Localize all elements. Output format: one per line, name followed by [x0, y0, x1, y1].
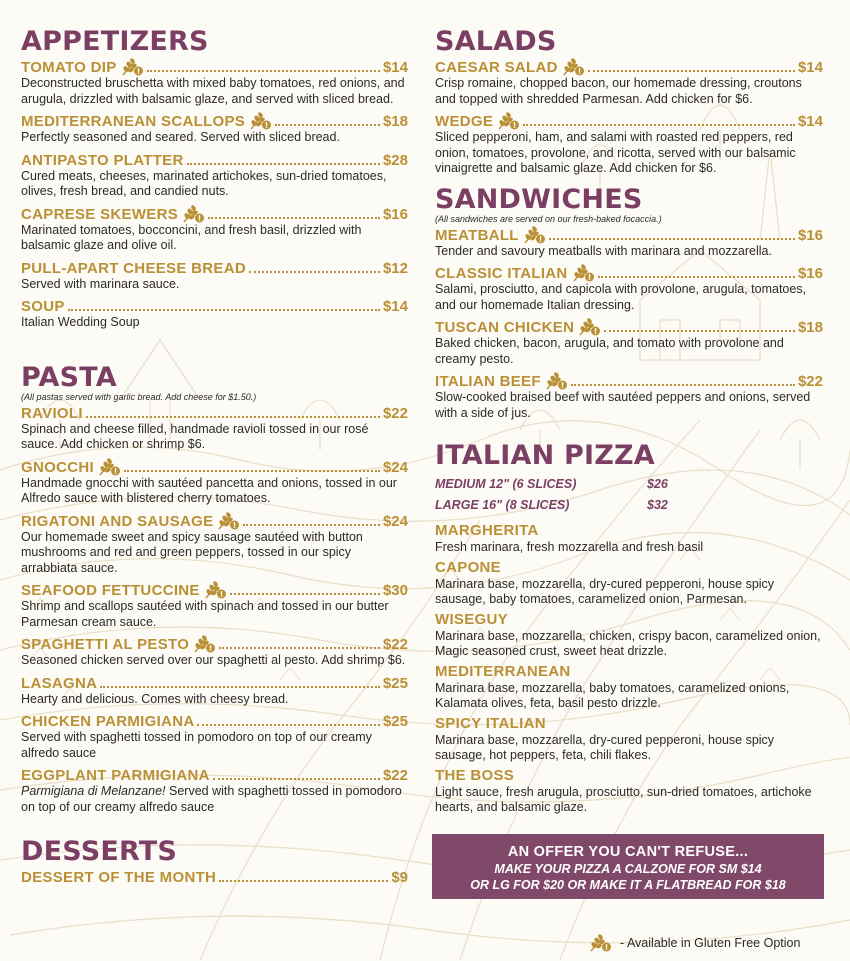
gluten-free-icon — [183, 207, 205, 223]
pizza-sizes — [435, 474, 823, 516]
menu-item-rigatoni-and-sausage — [21, 512, 408, 577]
pizza-size-label: MEDIUM 12" (6 SLICES) — [435, 477, 577, 491]
menu-item-price: $14 — [382, 298, 408, 315]
menu-item-description — [21, 130, 408, 146]
menu-item-price: $22 — [797, 373, 823, 390]
menu-item-description — [21, 169, 408, 200]
dot-leader — [588, 70, 795, 72]
menu-item-header — [21, 674, 408, 692]
gluten-free-icon — [194, 637, 216, 653]
gluten-free-icon — [524, 228, 546, 244]
sandwiches-note: (All sandwiches are served on our fresh-baked focaccia.) — [435, 213, 662, 224]
menu-item-price: $25 — [382, 713, 408, 730]
menu-item-eggplant-parmigiana — [21, 766, 408, 815]
menu-item-gnocchi — [21, 458, 408, 507]
menu-item-header — [435, 226, 823, 244]
pizza-description: Marinara base, mozzarella, chicken, crispy bacon, caramelized onion, Magic seasoned crust, sweet heat drizzle. — [435, 628, 821, 658]
menu-item-name: RIGATONI AND SAUSAGE — [21, 512, 214, 530]
menu-item-price: $14 — [382, 59, 408, 76]
menu-item-description — [435, 282, 823, 313]
pizza-item-margherita — [435, 522, 823, 556]
menu-item-header — [21, 635, 408, 653]
menu-item-price: $22 — [382, 767, 408, 784]
menu-item-mediterranean-scallops — [21, 112, 408, 146]
menu-item-description-text: Italian Wedding Soup — [21, 315, 140, 329]
menu-item-name: DESSERT OF THE MONTH — [21, 869, 217, 886]
dot-leader — [219, 647, 380, 649]
menu-item-header — [21, 151, 408, 169]
menu-item-lasagna — [21, 674, 408, 708]
dot-leader — [100, 686, 380, 688]
pizza-item-the-boss — [435, 767, 823, 816]
menu-item-header — [21, 581, 408, 599]
menu-item-description-text: Served with marinara sauce. — [21, 276, 180, 291]
menu-item-header — [21, 112, 408, 130]
dot-leader — [124, 470, 380, 472]
menu-item-classic-italian — [435, 264, 823, 313]
menu-item-italian-beef — [435, 372, 823, 421]
offer-line: MAKE YOUR PIZZA A CALZONE FOR SM $14 — [494, 862, 762, 876]
pizza-name: MARGHERITA — [435, 522, 539, 539]
dot-leader — [243, 524, 380, 526]
menu-item-description-text: Handmade gnocchi with sautéed pancetta and onions, tossed in our Alfredo sauce with blistered cherry tomatoes. — [21, 475, 397, 505]
pizza-name: SPICY ITALIAN — [435, 714, 546, 732]
pizza-size-large — [435, 495, 823, 516]
menu-item-description-text: Salami, prosciutto, and capicola with provolone, arugula, tomatoes, and our homemade Italian dressing. — [435, 282, 807, 312]
menu-item-description-text: Spinach and cheese filled, handmade ravioli tossed in our rosé sauce. Add chicken or shrimp $6. — [21, 421, 369, 451]
offer-headline: AN OFFER YOU CAN'T REFUSE... — [507, 844, 749, 860]
menu-item-dessert-of-the-month — [21, 868, 408, 886]
dot-leader — [68, 309, 380, 311]
menu-item-description — [435, 390, 823, 421]
pizza-description: Light sauce, fresh arugula, prosciutto, sun-dried tomatoes, artichoke hearts, and balsamic glaze. — [435, 784, 812, 814]
menu-item-description — [21, 784, 408, 815]
menu-item-price: $16 — [797, 226, 823, 244]
menu-item-name: CHICKEN PARMIGIANA — [21, 713, 195, 730]
menu-item-description-text: Hearty and delicious. Comes with cheesy bread. — [21, 691, 289, 706]
desserts-title: DESSERTS — [21, 836, 178, 867]
pizza-item-wiseguy — [435, 611, 823, 660]
offer-line: OR LG FOR $20 OR MAKE IT A FLATBREAD FOR $18 — [470, 878, 786, 892]
menu-item-description-text: Marinated tomatoes, bocconcini, and fresh basil, drizzled with balsamic glaze and olive oil. — [21, 222, 362, 252]
pizza-item-capone — [435, 559, 823, 608]
dot-leader — [571, 384, 795, 386]
menu-item-header — [21, 868, 408, 886]
pizza-description: Marinara base, mozzarella, dry-cured pepperoni, house spicy sausage, baby tomatoes, caramelized onion, Parmesan. — [435, 576, 775, 606]
pizza-name: CAPONE — [435, 558, 501, 576]
dot-leader — [219, 880, 388, 882]
pizza-description: Fresh marinara, fresh mozzarella and fresh basil — [435, 540, 704, 554]
menu-item-description-text: Deconstructed bruschetta with mixed baby tomatoes, red onions, and arugula, drizzled with balsamic glaze, and served with sliced bread. — [21, 76, 405, 106]
dot-leader — [208, 217, 380, 219]
gluten-free-icon — [205, 583, 227, 599]
desserts-list — [21, 868, 408, 886]
menu-item-price: $22 — [382, 636, 408, 653]
menu-item-spaghetti-al-pesto — [21, 635, 408, 669]
menu-item-price: $30 — [382, 582, 408, 599]
dot-leader — [249, 271, 380, 273]
dot-leader — [598, 276, 795, 278]
gluten-free-icon — [579, 320, 601, 336]
menu-item-description-text: Tender and savoury meatballs with marinara and mozzarella. — [435, 243, 772, 258]
menu-item-description — [435, 130, 823, 177]
menu-item-description — [21, 692, 408, 708]
sandwiches-title: SANDWICHES — [435, 183, 643, 215]
menu-item-description-text: Perfectly seasoned and seared. Served with sliced bread. — [21, 130, 340, 144]
pizza-description: Marinara base, mozzarella, baby tomatoes, caramelized onions, Kalamata olives, feta, basil pesto drizzle. — [435, 680, 790, 710]
appetizers-list — [21, 58, 408, 331]
menu-item-description — [21, 730, 408, 761]
dot-leader — [86, 416, 380, 418]
menu-item-description-text: Shrimp and scallops sautéed with spinach and tossed in our butter Parmesan cream sauce. — [21, 599, 389, 629]
menu-item-description-text: Served with spaghetti tossed in pomodoro on top of our creamy alfredo sauce — [21, 730, 372, 760]
menu-item-name: CAESAR SALAD — [435, 59, 558, 76]
menu-item-description — [21, 277, 408, 293]
menu-item-description — [21, 476, 408, 507]
gluten-free-icon — [218, 514, 240, 530]
menu-item-description-emphasis: Parmigiana di Melanzane! — [21, 784, 166, 798]
gluten-free-icon — [590, 934, 612, 952]
pizza-title: ITALIAN PIZZA — [435, 440, 655, 471]
dot-leader — [197, 724, 380, 726]
gluten-free-icon — [250, 114, 272, 130]
menu-item-description-text: Sliced pepperoni, ham, and salami with roasted red peppers, red onion, tomatoes, provolone, and ricotta, served with our balsamic vinaigrette and balsamic glaze. Add chicken for $6. — [435, 130, 796, 175]
salads-list — [435, 58, 823, 177]
dot-leader — [549, 238, 795, 240]
dot-leader — [604, 330, 795, 332]
menu-item-header — [21, 512, 408, 530]
menu-item-description — [21, 422, 408, 453]
menu-item-name: SOUP — [21, 298, 65, 315]
menu-item-name: CLASSIC ITALIAN — [435, 265, 568, 282]
menu-item-antipasto-platter — [21, 151, 408, 200]
dot-leader — [147, 70, 380, 72]
menu-item-header — [435, 58, 823, 76]
menu-item-name: TOMATO DIP — [21, 59, 117, 76]
pizza-size-price: $32 — [647, 498, 668, 512]
menu-item-price: $9 — [391, 869, 408, 886]
salads-title: SALADS — [435, 26, 557, 57]
pizza-size-label: LARGE 16" (8 SLICES) — [435, 498, 570, 512]
menu-item-description — [21, 315, 408, 331]
menu-item-description — [21, 223, 408, 254]
appetizers-title: APPETIZERS — [21, 26, 209, 57]
menu-item-seafood-fettuccine — [21, 581, 408, 630]
menu-item-header — [21, 58, 408, 76]
gluten-free-icon — [546, 374, 568, 390]
menu-item-name: EGGPLANT PARMIGIANA — [21, 767, 210, 784]
gluten-free-icon — [498, 114, 520, 130]
menu-item-header — [21, 766, 408, 784]
menu-item-description — [21, 76, 408, 107]
menu-item-description-text: Our homemade sweet and spicy sausage sautéed with button mushrooms and red and green peppers, tossed in our spicy arrabbiata sauce. — [21, 529, 363, 575]
menu-item-price: $16 — [382, 205, 408, 223]
menu-item-header — [435, 264, 823, 282]
menu-item-caprese-skewers — [21, 205, 408, 254]
menu-item-tuscan-chicken — [435, 318, 823, 367]
menu-item-name: GNOCCHI — [21, 458, 94, 476]
menu-item-price: $22 — [382, 404, 408, 422]
menu-item-name: LASAGNA — [21, 674, 98, 692]
menu-item-name: PULL-APART CHEESE BREAD — [21, 259, 246, 277]
gluten-free-icon — [122, 60, 144, 76]
menu-item-price: $12 — [382, 259, 408, 277]
menu-item-description — [435, 336, 823, 367]
pizza-name: MEDITERRANEAN — [435, 662, 571, 680]
dot-leader — [187, 163, 380, 165]
pizza-name: WISEGUY — [435, 610, 508, 628]
menu-item-description — [435, 76, 823, 107]
left-column — [21, 26, 408, 891]
menu-item-soup — [21, 297, 408, 331]
menu-item-description-text: Baked chicken, bacon, arugula, and tomato with provolone and creamy pesto. — [435, 336, 784, 366]
pizza-description: Marinara base, mozzarella, dry-cured pepperoni, house spicy sausage, hot peppers, feta, chili flakes. — [435, 732, 775, 762]
calzone-offer-banner — [432, 834, 824, 899]
pizza-item-mediterranean — [435, 663, 823, 712]
dot-leader — [523, 124, 795, 126]
menu-item-meatball — [435, 226, 823, 260]
menu-item-name: SEAFOOD FETTUCCINE — [21, 582, 200, 599]
menu-item-price: $18 — [382, 113, 408, 130]
menu-item-price: $25 — [382, 674, 408, 692]
pizza-item-spicy-italian — [435, 715, 823, 764]
menu-item-ravioli — [21, 404, 408, 453]
pizza-size-medium — [435, 474, 823, 495]
dot-leader — [230, 593, 380, 595]
menu-item-price: $14 — [797, 59, 823, 76]
pizza-name: THE BOSS — [435, 766, 515, 784]
menu-item-price: $16 — [797, 265, 823, 282]
menu-item-header — [435, 372, 823, 390]
menu-item-name: MEDITERRANEAN SCALLOPS — [21, 113, 246, 130]
menu-item-price: $18 — [797, 319, 823, 336]
menu-item-name: SPAGHETTI AL PESTO — [21, 636, 190, 653]
menu-item-description-text: Served with spaghetti tossed in pomodoro on top of our creamy alfredo sauce — [21, 784, 402, 814]
menu-item-tomato-dip — [21, 58, 408, 107]
gluten-free-icon — [563, 60, 585, 76]
gluten-free-icon — [99, 460, 121, 476]
sandwiches-list — [435, 226, 823, 422]
menu-item-chicken-parmigiana — [21, 712, 408, 761]
menu-item-header — [21, 297, 408, 315]
pasta-note: (All pastas served with garlic bread. Add cheese for $1.50.) — [21, 391, 257, 402]
menu-item-price: $28 — [382, 151, 408, 169]
menu-item-description-text: Seasoned chicken served over our spaghetti al pesto. Add shrimp $6. — [21, 653, 406, 667]
right-column — [435, 26, 823, 819]
menu-item-header — [435, 112, 823, 130]
menu-item-name: ANTIPASTO PLATTER — [21, 151, 184, 169]
menu-item-header — [21, 458, 408, 476]
menu-item-name: CAPRESE SKEWERS — [21, 205, 179, 223]
dot-leader — [275, 124, 380, 126]
menu-item-caesar-salad — [435, 58, 823, 107]
menu-item-name: RAVIOLI — [21, 404, 83, 422]
menu-item-header — [21, 259, 408, 277]
menu-item-price: $24 — [382, 512, 408, 530]
menu-item-price: $14 — [797, 113, 823, 130]
menu-item-name: TUSCAN CHICKEN — [435, 319, 575, 336]
menu-item-description — [21, 599, 408, 630]
gluten-free-icon — [573, 266, 595, 282]
menu-item-price: $24 — [382, 458, 408, 476]
menu-item-description — [435, 244, 823, 260]
menu-item-name: WEDGE — [435, 113, 494, 130]
menu-item-header — [21, 205, 408, 223]
menu-item-description-text: Crisp romaine, chopped bacon, our homemade dressing, croutons and topped with shredded Parmesan. Add chicken for $6. — [435, 76, 802, 106]
menu-item-header — [435, 318, 823, 336]
menu-item-name: MEATBALL — [435, 226, 519, 244]
menu-item-wedge — [435, 112, 823, 177]
menu-item-header — [21, 404, 408, 422]
menu-item-description-text: Cured meats, cheeses, marinated artichokes, sun-dried tomatoes, olives, fresh bread, and candied nuts. — [21, 168, 387, 198]
menu-item-description-text: Slow-cooked braised beef with sautéed peppers and onions, served with a side of jus. — [435, 390, 811, 420]
gluten-free-legend — [590, 934, 800, 952]
menu-item-pull-apart-cheese-bread — [21, 259, 408, 293]
legend-text: - Available in Gluten Free Option — [620, 936, 801, 950]
pizza-list — [435, 522, 823, 816]
pizza-size-price: $26 — [647, 477, 668, 491]
menu-item-description — [21, 653, 408, 669]
pasta-title: PASTA — [21, 361, 117, 393]
menu-item-description — [21, 530, 408, 577]
pasta-list — [21, 404, 408, 816]
dot-leader — [213, 778, 380, 780]
menu-item-name: ITALIAN BEEF — [435, 373, 541, 390]
menu-item-header — [21, 712, 408, 730]
